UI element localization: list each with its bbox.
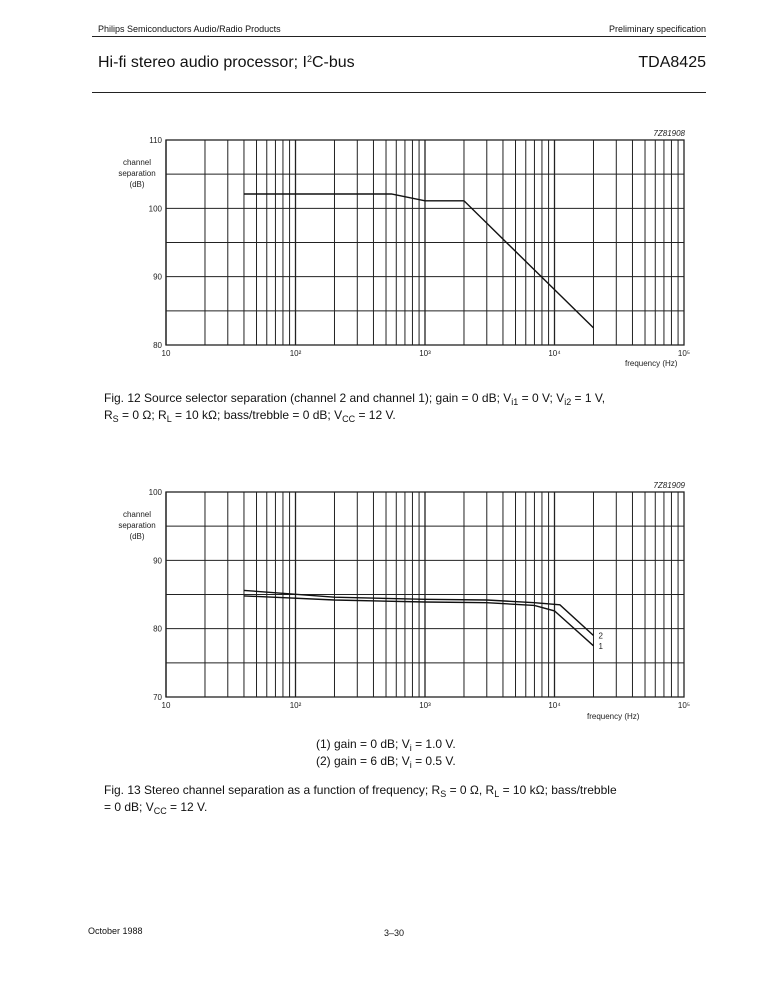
fig12-caption-line1: Fig. 12 Source selector separation (channel 2 and channel 1); gain = 0 dB; $V_{i1} = 0$ V; $V_{i2} = 1$ V,	[104, 391, 606, 407]
fig12-xtick-label: 10⁵	[677, 349, 691, 358]
fig12-ylabel-line1: channel	[122, 158, 152, 167]
fig12-ytick-label: 80	[153, 341, 162, 350]
header-left: Philips Semiconductors Audio/Radio Products	[98, 24, 281, 34]
fig13-xtick-label: 10⁵	[677, 701, 691, 710]
fig13-ylabel-line2: separation	[118, 521, 156, 530]
fig13-caption-line2: = 0 dB; $V_{CC} = 12$ V.	[104, 800, 208, 816]
document-title: Hi-fi stereo audio processor; $I^2C$-bus	[98, 54, 355, 71]
fig12-xtick-label: 10	[161, 349, 171, 358]
fig12-caption	[104, 390, 704, 424]
fig13-chart	[100, 477, 700, 722]
fig12-ytick-label: 110	[149, 136, 162, 145]
fig13-ytick-label: 80	[153, 624, 162, 634]
fig12-xtick-label: 10³	[419, 349, 431, 358]
footer-page: 3–30	[384, 928, 405, 938]
fig13-notes	[316, 736, 456, 770]
fig12-xlabel: frequency (Hz)	[625, 359, 678, 368]
fig13-xtick-label: 10²	[289, 701, 302, 710]
fig13-caption	[104, 782, 704, 816]
fig13-ylabel-line1: channel	[122, 510, 152, 519]
fig13-ytick-label: 70	[153, 693, 162, 702]
fig12-ylabel-line2: separation	[118, 169, 156, 178]
fig13-xtick-label: 10	[161, 701, 171, 710]
fig13-ytick-label: 100	[148, 488, 162, 497]
fig13-code: 7Z81909	[653, 481, 685, 490]
header-right: Preliminary specification	[608, 24, 706, 34]
fig13-ylabel-line3: (dB)	[129, 532, 145, 541]
fig12-ytick-label: 90	[153, 272, 162, 282]
fig12-chart	[100, 125, 700, 370]
fig12-caption-line2: $R_S = 0$ Ω; $R_L = 10$ kΩ; bass/trebble = 0 dB; $V_{CC} = 12$ V.	[104, 408, 396, 424]
fig12-xtick-label: 10⁴	[548, 349, 561, 358]
fig12-grid	[166, 140, 684, 345]
fig13-xtick-label: 10³	[419, 701, 431, 710]
fig12-ytick-label: 100	[148, 204, 162, 214]
fig13-note-1: (1) gain = 0 dB; $V_i = 1.0$ V.	[316, 737, 456, 753]
fig13-series-label-2: 2	[598, 631, 603, 641]
header-rule-bottom	[92, 92, 706, 93]
header-rule-top	[92, 36, 706, 37]
fig13-caption-line1: Fig. 13 Stereo channel separation as a function of frequency; $R_S = 0$ Ω, $R_L = 10$ kΩ; bass/trebble	[104, 783, 617, 799]
fig12-code: 7Z81908	[653, 129, 685, 138]
fig12-ylabel-line3: (dB)	[129, 180, 145, 189]
fig13-ytick-label: 90	[153, 556, 162, 566]
fig13-series-label-1: 1	[598, 641, 603, 651]
part-number: TDA8425	[638, 54, 706, 71]
fig13-grid	[166, 492, 684, 697]
fig12-xtick-label: 10²	[289, 349, 302, 358]
fig13-xlabel: frequency (Hz)	[587, 712, 640, 721]
fig13-note-2: (2) gain = 6 dB; $V_i = 0.5$ V.	[316, 754, 456, 770]
fig13-xtick-label: 10⁴	[548, 701, 561, 710]
footer-date: October 1988	[88, 926, 143, 936]
